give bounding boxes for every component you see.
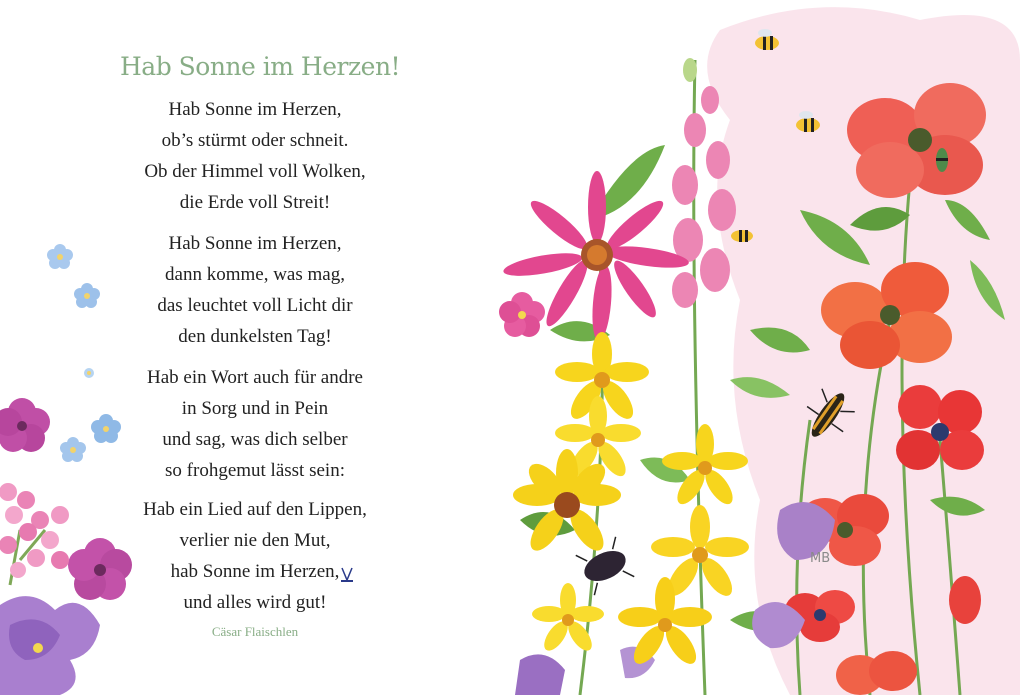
poem-line: und sag, was dich selber xyxy=(162,429,348,450)
bee-icon xyxy=(731,230,753,242)
small-pink-flower xyxy=(499,292,545,337)
poem-line: Ob der Himmel voll Wolken, xyxy=(144,161,366,182)
poem-line: das leuchtet voll Licht dir xyxy=(157,295,353,316)
poem-line: Hab Sonne im Herzen, xyxy=(168,233,342,254)
poem-line: so frohgemut lässt sein: xyxy=(165,460,345,481)
mallow-flower xyxy=(0,398,50,452)
stanza-3 xyxy=(120,362,390,486)
poem-line: hab Sonne im Herzen, xyxy=(170,561,340,582)
stanza-1 xyxy=(120,94,390,218)
forget-me-not-flower xyxy=(60,437,86,462)
poem-title: Hab Sonne im Herzen! xyxy=(120,52,401,81)
bee-icon xyxy=(936,148,948,172)
illustration-page xyxy=(490,0,1020,695)
poem-line: den dunkelsten Tag! xyxy=(178,326,332,347)
sunflower xyxy=(513,449,621,556)
wildflower-illustration xyxy=(490,0,1020,695)
poppy-bud xyxy=(949,576,981,624)
stanza-4 xyxy=(120,494,390,618)
poem-line: und alles wird gut! xyxy=(183,592,327,613)
forget-me-not-flower xyxy=(74,283,100,308)
poem-line: die Erde voll Streit! xyxy=(179,192,331,213)
poem-author: Cäsar Flaischlen xyxy=(211,624,299,639)
poem-line: in Sorg und in Pein xyxy=(181,398,329,419)
forget-me-not-flower xyxy=(47,244,73,269)
forget-me-not-bud xyxy=(84,368,94,378)
text-cursor-icon xyxy=(338,566,356,584)
poem-line: verlier nie den Mut, xyxy=(179,530,331,551)
yellow-flower xyxy=(532,583,604,655)
poem-line: Hab ein Wort auch für andre xyxy=(146,367,363,388)
forget-me-not-flower xyxy=(91,414,121,443)
artist-signature: MB xyxy=(810,551,831,566)
poem-line: dann komme, was mag, xyxy=(165,264,345,285)
poem-line: ob’s stürmt oder schneit. xyxy=(161,130,349,151)
beetle-icon xyxy=(576,537,634,595)
stanza-2 xyxy=(120,228,390,352)
violet-flower xyxy=(0,596,100,695)
poem-line: Hab Sonne im Herzen, xyxy=(168,99,342,120)
primula-cluster xyxy=(0,483,69,585)
poem-line: Hab ein Lied auf den Lippen, xyxy=(143,499,367,520)
yellow-flower xyxy=(662,424,748,509)
left-flower-illustration xyxy=(0,230,140,695)
